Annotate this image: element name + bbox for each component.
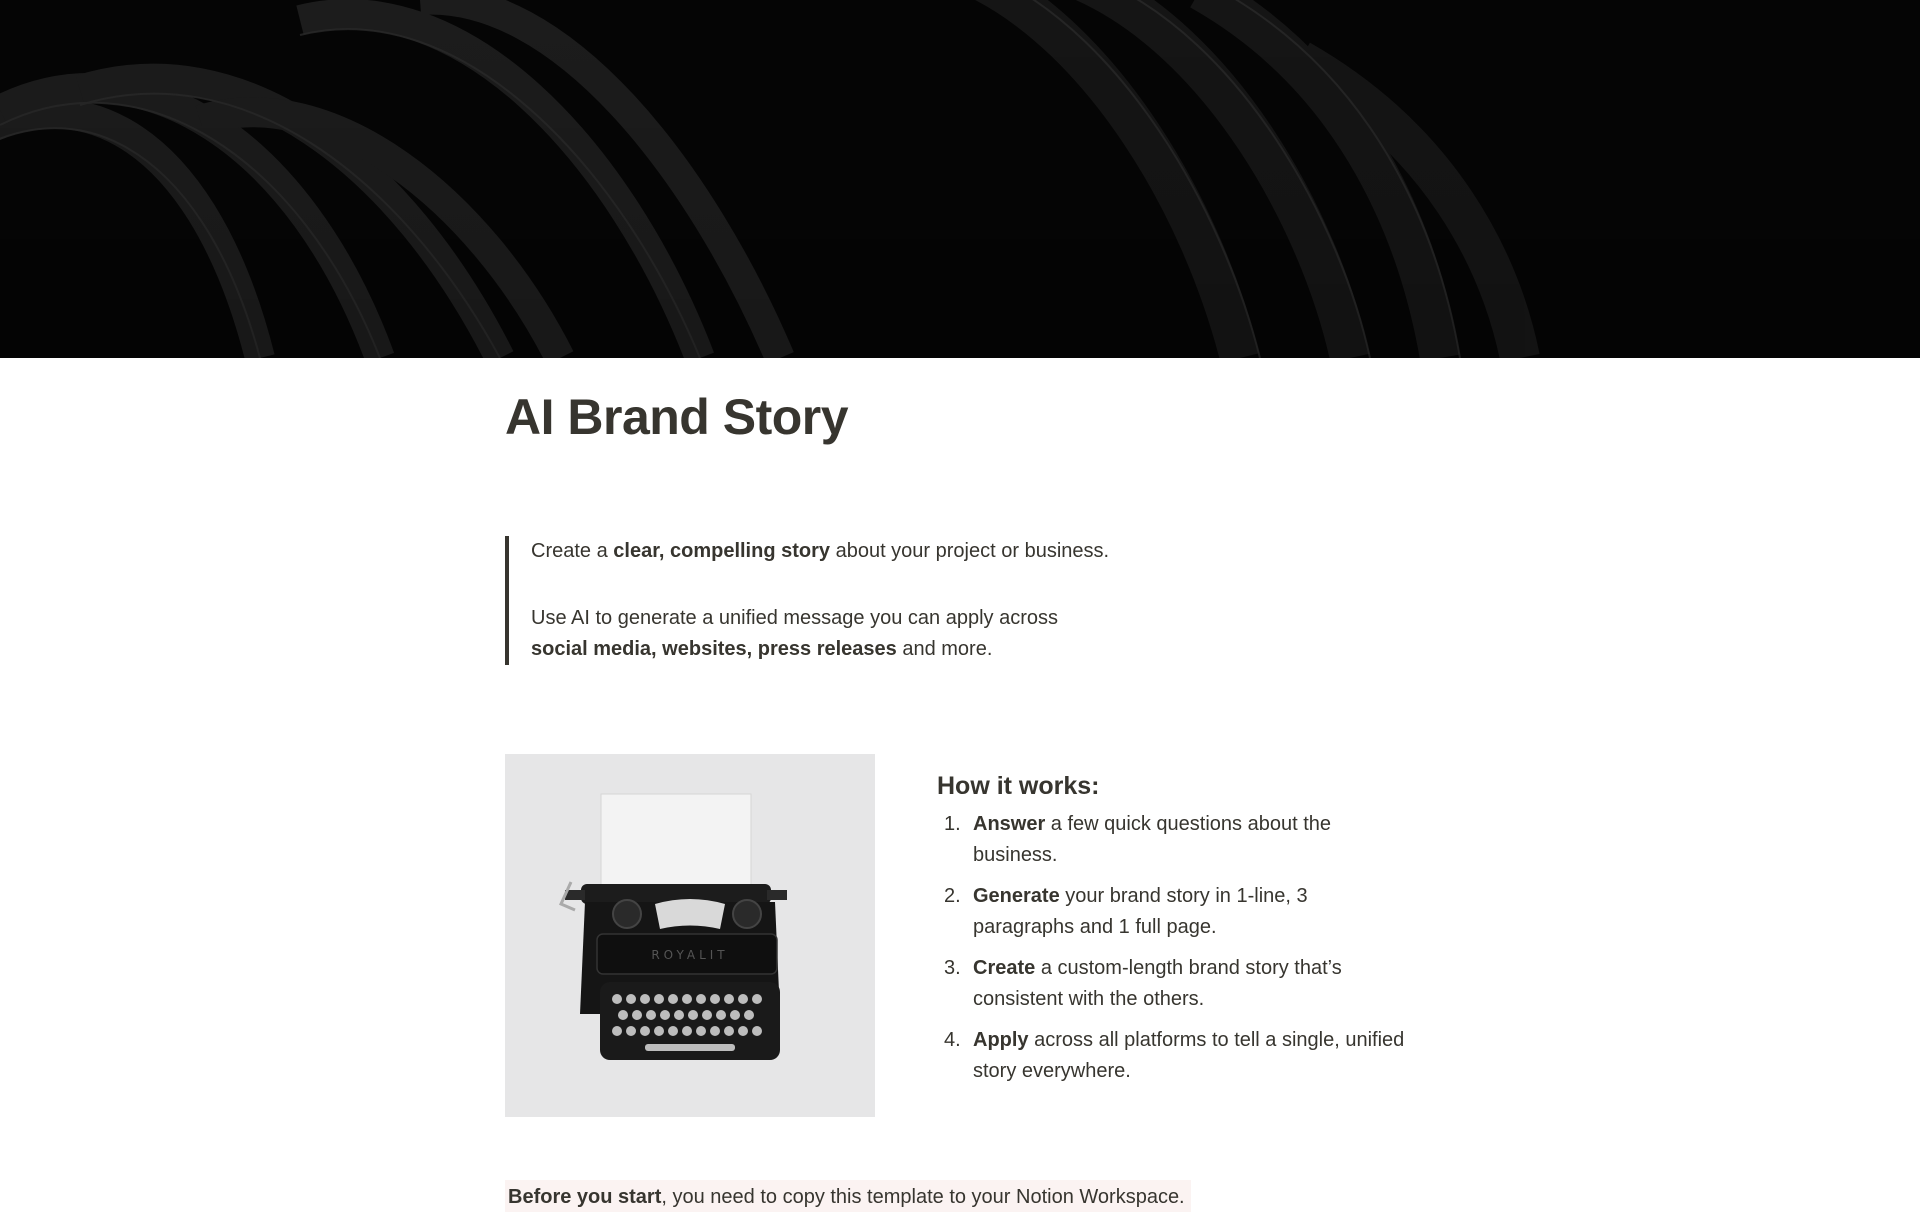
list-number: 1. <box>944 813 961 835</box>
quote-text: Use AI to generate a unified message you can apply across <box>531 607 1058 629</box>
how-it-works-section <box>937 772 1407 1097</box>
step-text: your brand story in 1-line, 3 paragraphs and 1 full page. <box>973 885 1308 938</box>
typewriter-image[interactable] <box>505 754 875 1117</box>
page-cover <box>0 0 1920 358</box>
list-item[interactable] <box>937 1025 1407 1087</box>
notice-bold-text: Before you start <box>508 1186 662 1208</box>
how-it-works-heading[interactable]: How it works: <box>937 772 1100 800</box>
quote-bold-text: clear, compelling story <box>613 540 831 562</box>
list-number: 2. <box>944 885 961 907</box>
abstract-waves-image <box>0 0 1920 358</box>
step-keyword: Create <box>973 957 1036 979</box>
list-item[interactable] <box>937 953 1407 1015</box>
quote-line-1 <box>531 536 1431 567</box>
quote-text: and more. <box>896 638 993 660</box>
list-number: 4. <box>944 1029 961 1051</box>
quote-line-2 <box>531 603 1431 665</box>
quote-text: Create a <box>531 540 614 562</box>
step-keyword: Answer <box>973 813 1046 835</box>
step-text: a few quick questions about the business. <box>973 813 1331 866</box>
svg-text:ROYALIT: ROYALIT <box>651 948 729 962</box>
typewriter-illustration <box>505 754 875 1117</box>
step-text: across all platforms to tell a single, unified story everywhere. <box>973 1029 1405 1082</box>
page-title[interactable]: AI Brand Story <box>505 389 849 445</box>
notice-text: , you need to copy this template to your Notion Workspace. <box>661 1186 1185 1208</box>
step-text: a custom-length brand story that’s consistent with the others. <box>973 957 1342 1010</box>
quote-bold-text: social media, websites, press releases <box>531 638 897 660</box>
step-keyword: Generate <box>973 885 1060 907</box>
before-you-start-notice[interactable] <box>505 1180 1191 1212</box>
list-item[interactable] <box>937 809 1407 871</box>
quote-text: about your project or business. <box>830 540 1110 562</box>
steps-list <box>937 809 1407 1087</box>
list-number: 3. <box>944 957 961 979</box>
list-item[interactable] <box>937 881 1407 943</box>
intro-quote-block[interactable] <box>505 536 1431 665</box>
step-keyword: Apply <box>973 1029 1029 1051</box>
